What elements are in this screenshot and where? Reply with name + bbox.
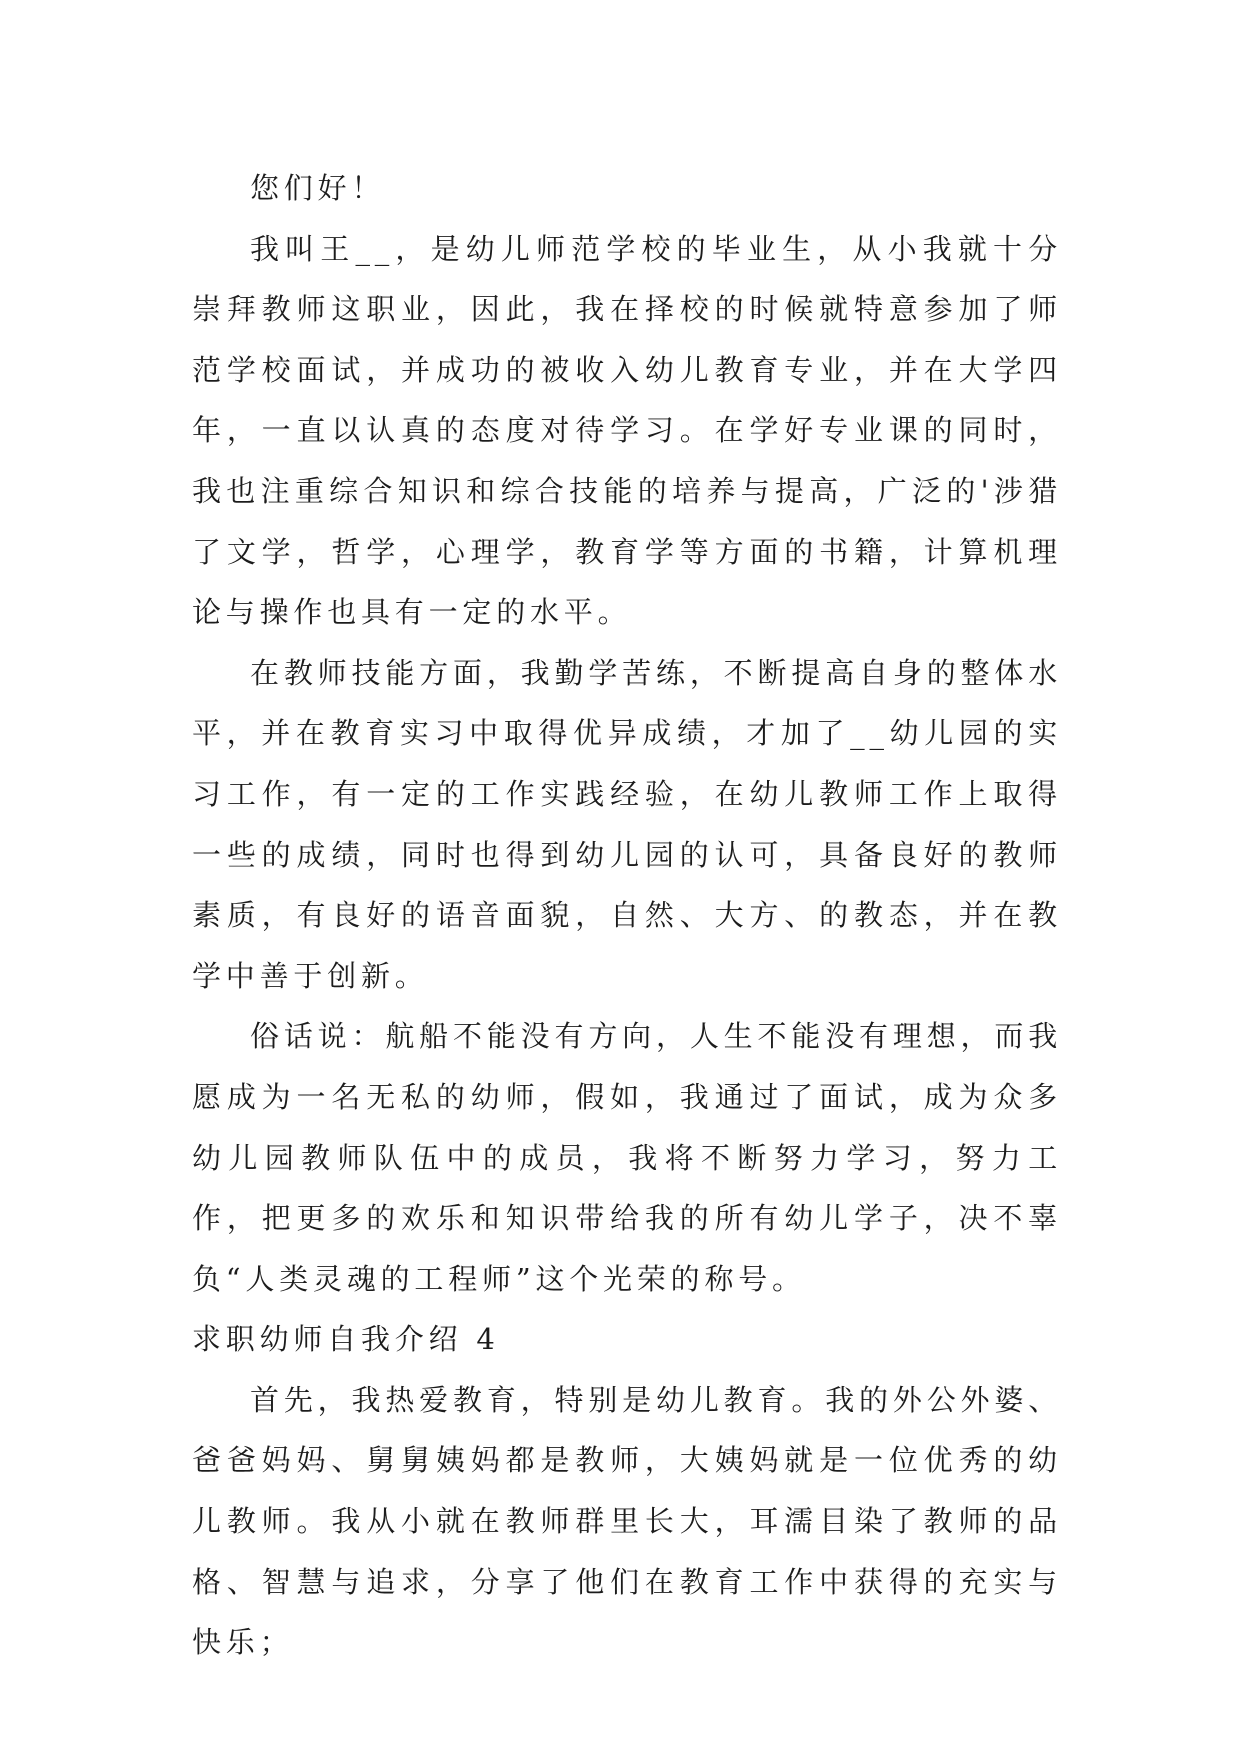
introduction-paragraph: 我叫王__，是幼儿师范学校的毕业生，从小我就十分崇拜教师这职业，因此，我在择校的时候就特意参加了师范学校面试，并成功的被收入幼儿教育专业，并在大学四年，一直以认真的态度对待学习。在学好专业课的同时，我也注重综合知识和综合技能的培养与提高，广泛的'涉猎了文学，哲学，心理学，教育学等方面的书籍，计算机理论与操作也具有一定的水平。 <box>192 231 1062 630</box>
section-heading: 求职幼师自我介绍 4 <box>192 1322 500 1357</box>
skills-paragraph: 在教师技能方面，我勤学苦练，不断提高自身的整体水平，并在教育实习中取得优异成绩，才加了__幼儿园的实习工作，有一定的工作实践经验，在幼儿教师工作上取得一些的成绩，同时也得到幼儿园的认可，具备良好的教师素质，有良好的语音面貌，自然、大方、的教态，并在教学中善于创新。 <box>192 655 1062 993</box>
greeting-paragraph: 您们好！ <box>250 171 386 205</box>
aspiration-paragraph: 俗话说：航船不能没有方向，人生不能没有理想，而我愿成为一名无私的幼师，假如，我通过了面试，成为众多幼儿园教师队伍中的成员，我将不断努力学习，努力工作，把更多的欢乐和知识带给我的所有幼儿学子，决不辜负“人类灵魂的工程师”这个光荣的称号。 <box>192 1019 1062 1296</box>
document-body <box>192 158 1062 1673</box>
section-paragraph: 首先，我热爱教育，特别是幼儿教育。我的外公外婆、爸爸妈妈、舅舅姨妈都是教师，大姨妈就是一位优秀的幼儿教师。我从小就在教师群里长大，耳濡目染了教师的品格、智慧与追求，分享了他们在教育工作中获得的充实与快乐； <box>192 1382 1062 1660</box>
